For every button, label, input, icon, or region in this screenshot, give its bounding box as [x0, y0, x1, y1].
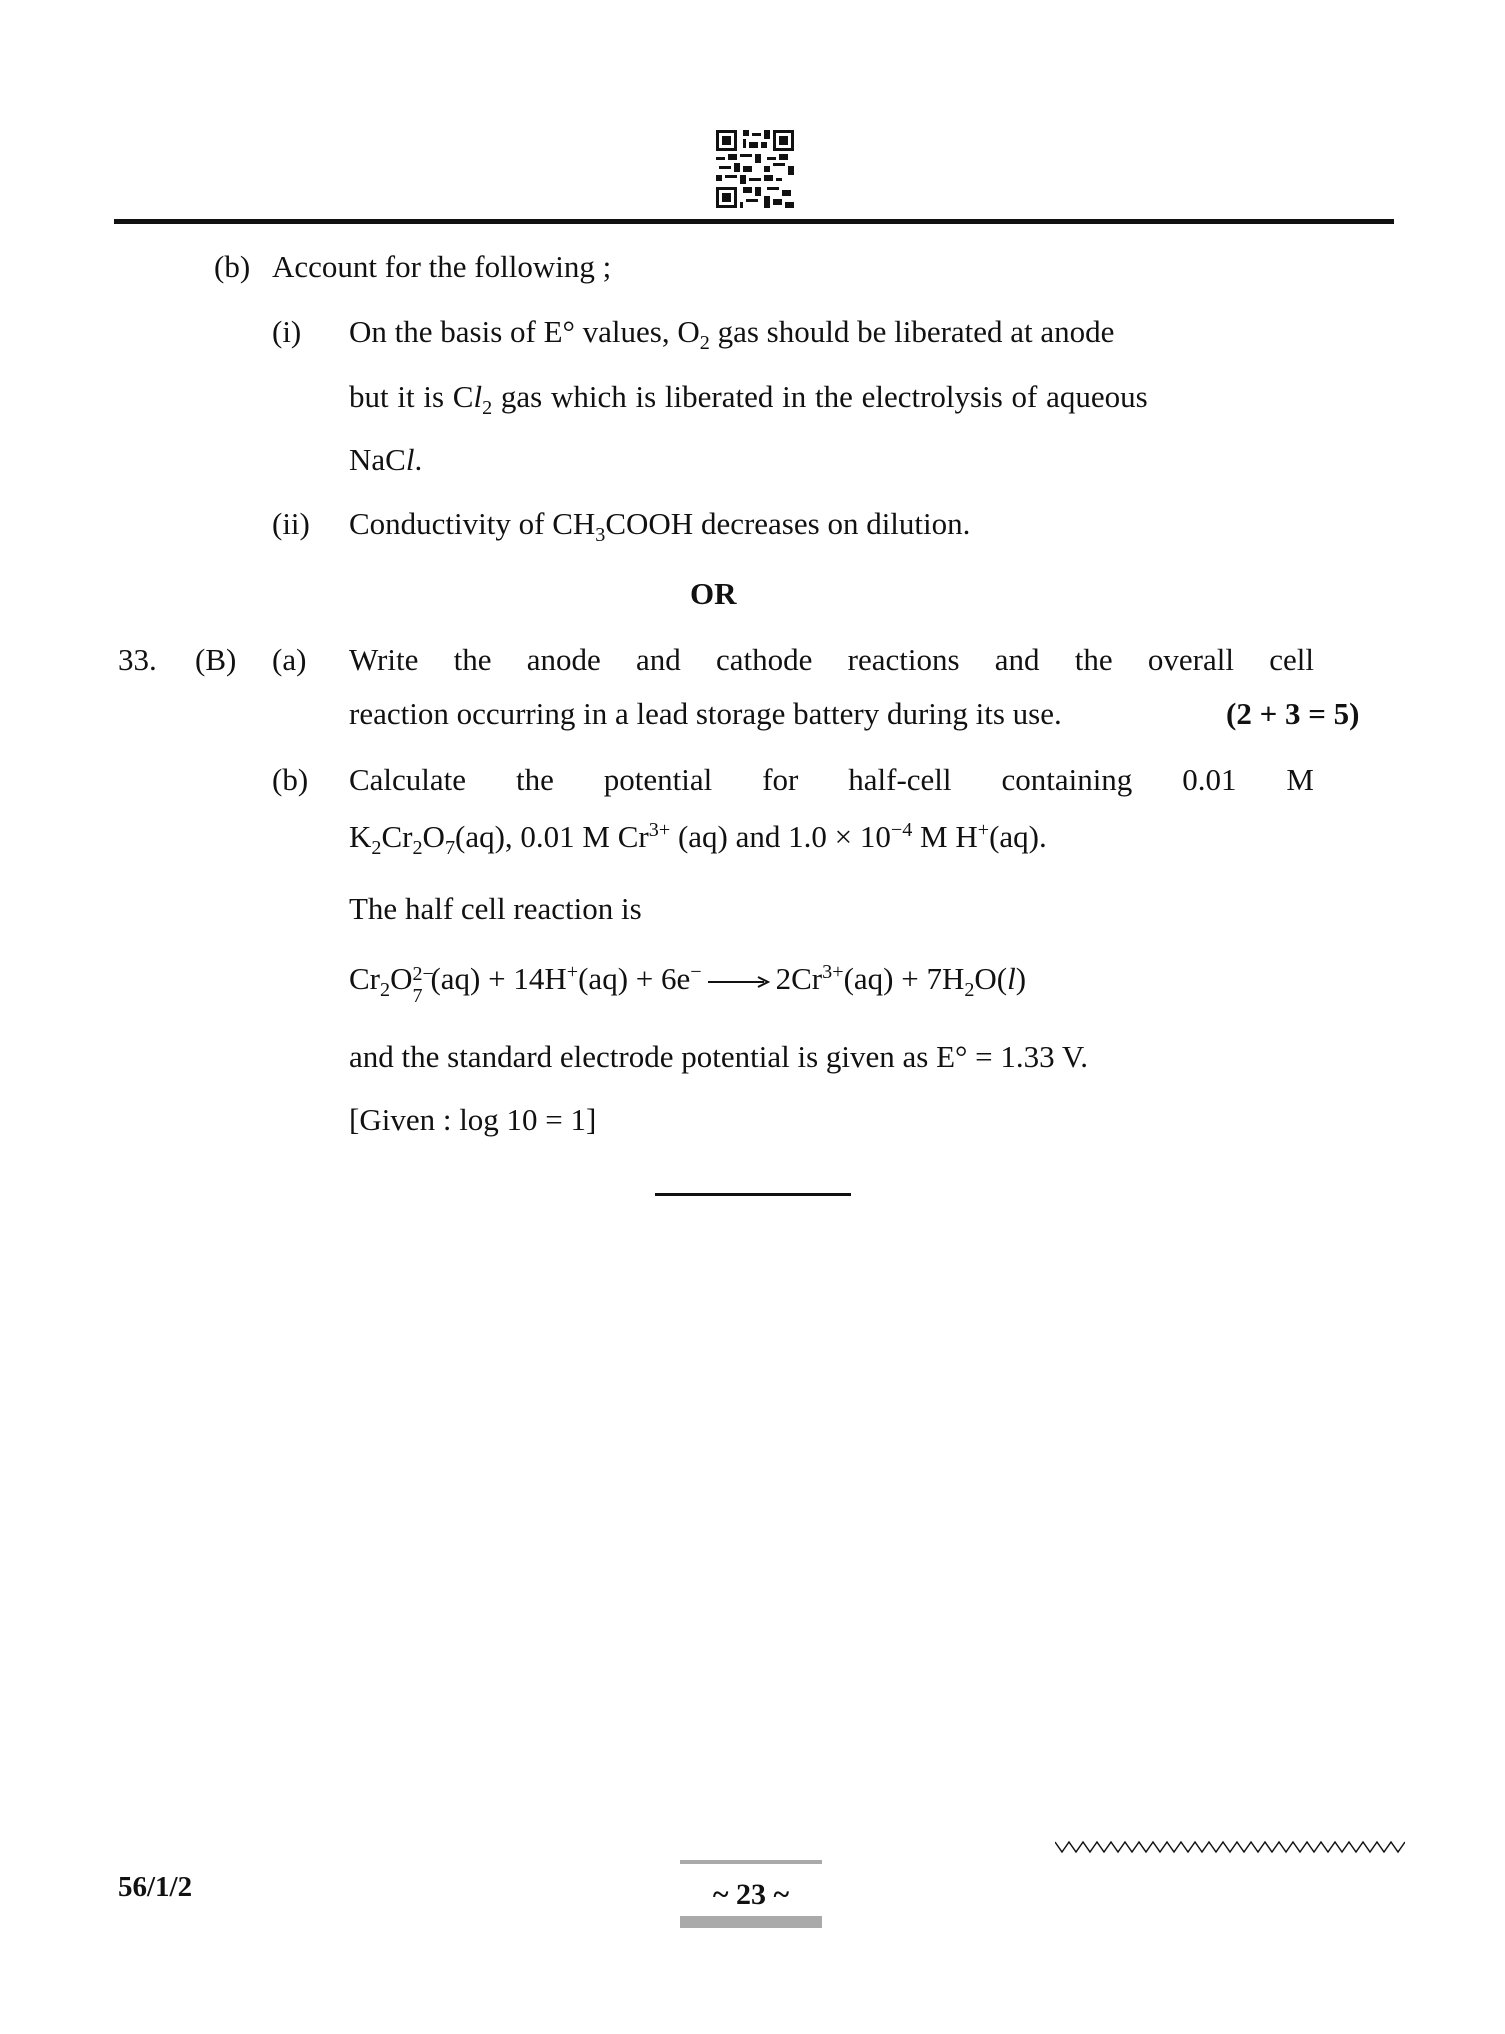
standard-potential-text: and the standard electrode potential is given as E° = 1.33 V.: [349, 1039, 1088, 1074]
half-cell-intro: The half cell reaction is: [349, 891, 642, 926]
item-i-line2: but it is $Cl_2$ gas which is liberated in the electrolysis of aqueous: [349, 379, 1148, 420]
part-b2-line2: $K_2Cr_2O_7(aq)$, 0.01 M $Cr^{3+}$ (aq) and $1.0 \times 10^{-4}$ M H+(aq).: [349, 818, 1047, 860]
reaction-arrow-icon: [708, 975, 770, 989]
header-rule: [114, 219, 1394, 224]
part-a-line2: reaction occurring in a lead storage battery during its use.: [349, 696, 1062, 731]
item-i-label: (i): [272, 314, 302, 349]
qr-code-icon: [716, 130, 794, 208]
page-number: ~ 23 ~: [712, 1878, 790, 1911]
or-separator: OR: [690, 576, 737, 611]
given-note: [Given : log 10 = 1]: [349, 1102, 597, 1137]
end-rule: [655, 1193, 851, 1196]
part-b2-label: (b): [272, 762, 309, 797]
option-label: (B): [195, 642, 237, 677]
page-number-box: [680, 1860, 822, 1932]
part-a-line1: Write the anode and cathode reactions and the overall cell: [349, 642, 1314, 677]
page-box-top-bar: [680, 1860, 822, 1864]
page-box-bottom-bar: [680, 1916, 822, 1928]
part-a-label: (a): [272, 642, 307, 677]
item-i-line3: NaCl.: [349, 442, 423, 477]
part-b2-line1: Calculate the potential for half-cell containing 0.01 M: [349, 762, 1314, 797]
item-ii-text: Conductivity of $CH_3COOH$ decreases on dilution.: [349, 506, 971, 547]
item-i-line1: On the basis of E° values, $O_2$ gas should be liberated at anode: [349, 314, 1115, 355]
paper-code: 56/1/2: [118, 1871, 193, 1903]
part-b-label: (b): [214, 249, 251, 284]
half-cell-equation: $Cr_2O$ 2− 7 (aq) + 14H+(aq) + 6e− $2Cr^{3+}(aq) + 7H_2O(l)$: [349, 960, 1027, 1007]
question-number: 33.: [118, 642, 157, 677]
marks-label: (2 + 3 = 5): [1226, 696, 1360, 731]
part-b-intro: Account for the following ;: [272, 249, 612, 284]
zigzag-decoration-icon: [1055, 1838, 1405, 1858]
item-ii-label: (ii): [272, 506, 310, 541]
